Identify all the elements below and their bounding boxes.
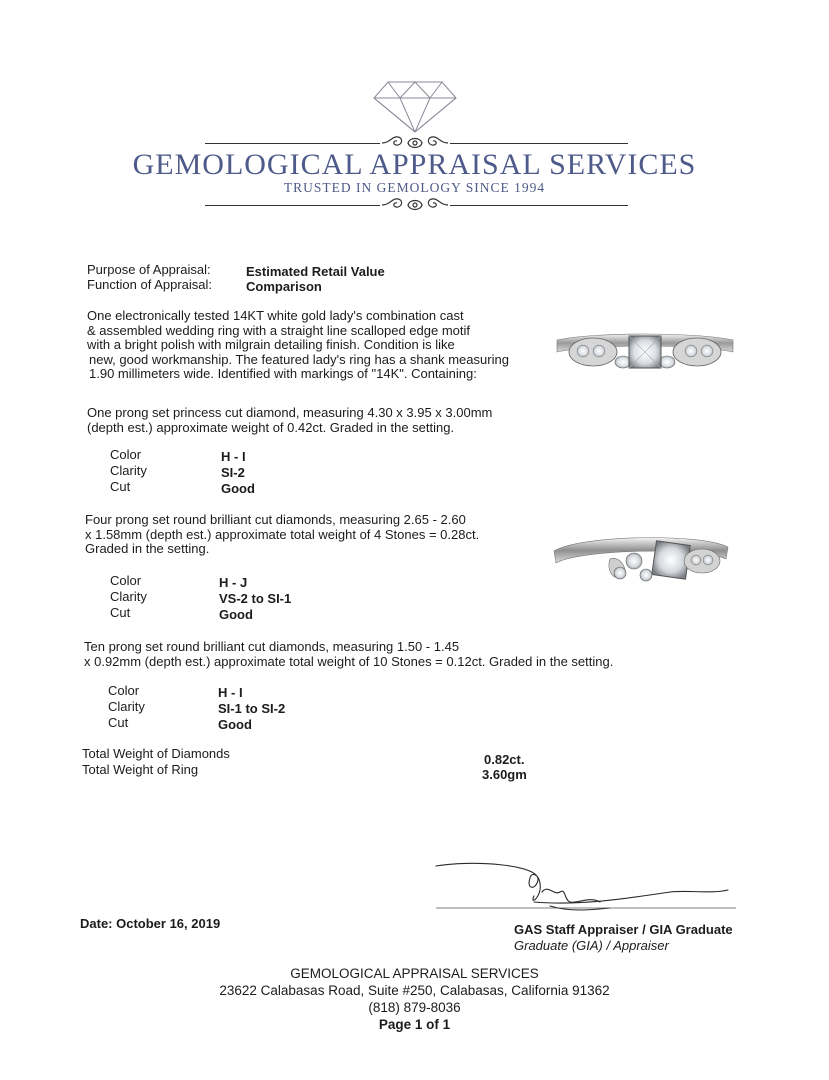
stone-2-clarity-value: VS-2 to SI-1 (219, 591, 292, 606)
ring-photo-top-view (555, 318, 735, 386)
stone-2-cut-value: Good (219, 607, 253, 622)
stone-1-color-label: Color (110, 447, 142, 462)
stone-1-cut-value: Good (221, 481, 255, 496)
stone-3-color-value: H - I (218, 685, 243, 700)
stone-text-line: Ten prong set round brilliant cut diamonds, measuring 1.50 - 1.45 (84, 639, 460, 654)
stone-1-cut-label: Cut (110, 479, 131, 494)
stone-3-color-label: Color (108, 683, 140, 698)
total-diamonds-value: 0.82ct. (484, 752, 525, 767)
signature-subtitle: Graduate (GIA) / Appraiser (514, 938, 669, 953)
stone-1-clarity-value: SI-2 (221, 465, 245, 480)
stone-text-line: Four prong set round brilliant cut diamonds, measuring 2.65 - 2.60 (85, 512, 466, 527)
total-ring-label: Total Weight of Ring (82, 762, 199, 777)
function-label: Function of Appraisal: (87, 277, 213, 292)
stone-3-cut-label: Cut (108, 715, 129, 730)
stone-text-line: Graded in the setting. (85, 541, 210, 556)
stone-3-clarity-value: SI-1 to SI-2 (218, 701, 286, 716)
function-value: Comparison (246, 279, 322, 294)
stone-2-clarity-label: Clarity (110, 589, 147, 604)
signature-title: GAS Staff Appraiser / GIA Graduate (514, 922, 733, 937)
total-ring-value: 3.60gm (482, 767, 527, 782)
total-diamonds-label: Total Weight of Diamonds (82, 746, 230, 761)
purpose-label: Purpose of Appraisal: (87, 262, 211, 277)
header-rule-bottom-right (450, 205, 628, 206)
stone-1-clarity-label: Clarity (110, 463, 147, 478)
appraiser-signature (430, 856, 740, 918)
footer-page-number: Page 1 of 1 (378, 1017, 451, 1032)
stone-3-cut-value: Good (218, 717, 252, 732)
purpose-value: Estimated Retail Value (246, 264, 385, 279)
description-line: new, good workmanship. The featured lady's ring has a shank measuring (89, 351, 509, 367)
brand-tagline: TRUSTED IN GEMOLOGY SINCE 1994 (283, 180, 546, 195)
header-rule-top-right (450, 143, 628, 144)
date-label: Date: October 16, 2019 (80, 916, 221, 931)
stone-2-color-label: Color (110, 573, 142, 588)
stone-text-line: (depth est.) approximate weight of 0.42ct. Graded in the setting. (87, 419, 455, 435)
description-line: with a bright polish with milgrain detailing finish. Condition is like (87, 337, 455, 352)
stone-3-description (84, 640, 613, 669)
stone-3-clarity-label: Clarity (108, 699, 145, 714)
stone-1-color-value: H - I (221, 449, 246, 464)
stone-text-line: x 0.92mm (depth est.) approximate total weight of 10 Stones = 0.12ct. Graded in the setting. (84, 653, 614, 669)
brand-name: GEMOLOGICAL APPRAISAL SERVICES (132, 148, 697, 181)
stone-2-description (85, 513, 479, 557)
footer-company: GEMOLOGICAL APPRAISAL SERVICES (290, 966, 539, 981)
stone-2-cut-label: Cut (110, 605, 131, 620)
header-rule-top-left (205, 143, 380, 144)
header-rule-bottom-left (205, 205, 380, 206)
description-line: 1.90 millimeters wide. Identified with markings of "14K". Containing: (89, 366, 477, 381)
stone-text-line: One prong set princess cut diamond, measuring 4.30 x 3.95 x 3.00mm (87, 405, 493, 420)
ring-description (87, 309, 509, 382)
description-line: One electronically tested 14KT white gold lady's combination cast (87, 308, 464, 323)
description-line: & assembled wedding ring with a straight line scalloped edge motif (87, 322, 470, 338)
stone-1-description (87, 406, 492, 435)
stone-2-color-value: H - J (219, 575, 248, 590)
diamond-logo-icon (370, 78, 460, 134)
footer-phone: (818) 879-8036 (368, 1000, 461, 1015)
footer-address: 23622 Calabasas Road, Suite #250, Calabasas, California 91362 (219, 983, 610, 998)
stone-text-line: x 1.58mm (depth est.) approximate total weight of 4 Stones = 0.28ct. (85, 526, 480, 542)
flourish-bottom-icon (380, 194, 450, 216)
ring-photo-angled-view (550, 525, 732, 601)
